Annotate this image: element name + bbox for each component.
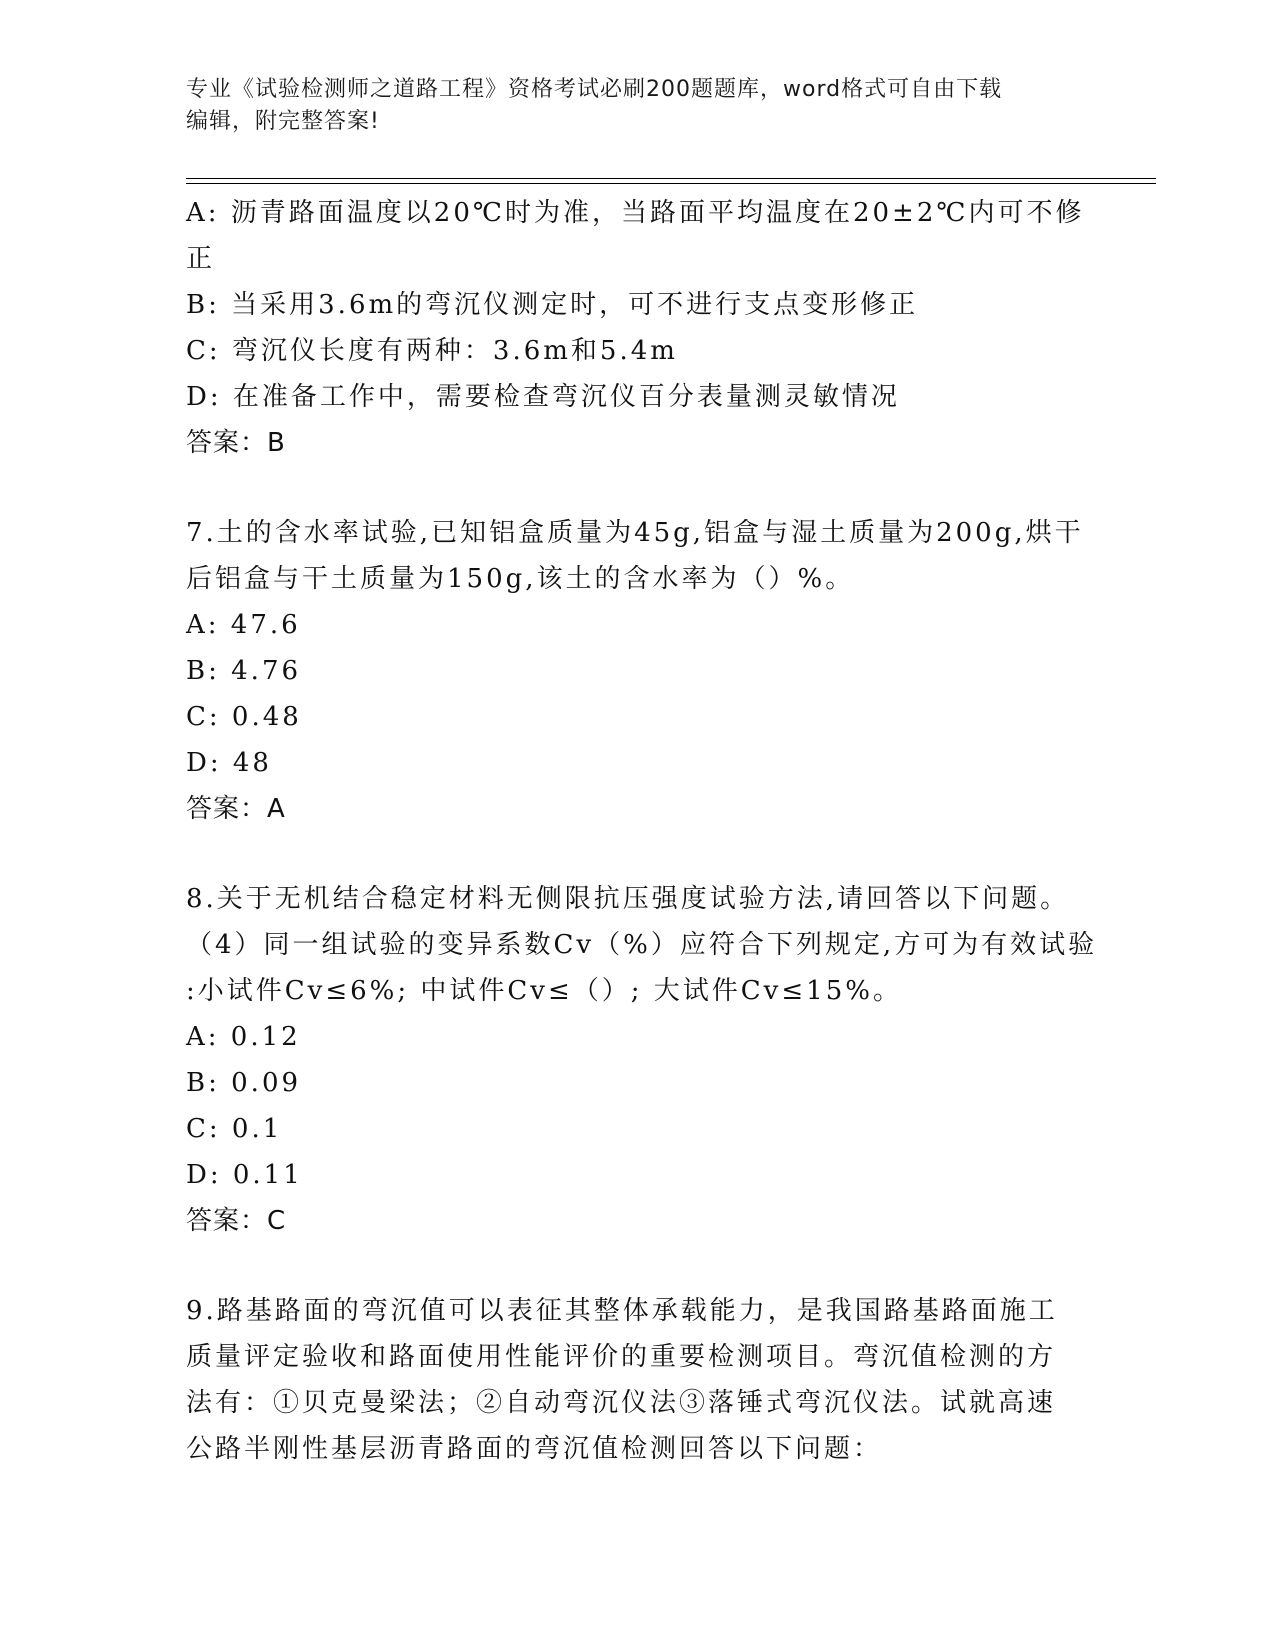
option-d: D: 48 [186,748,272,778]
answer-label: 答案：B [186,428,286,458]
option-a-line-1: A: 沥青路面温度以20℃时为准，当路面平均温度在20±2℃内可不修 [186,198,1085,228]
answer-label: 答案：C [186,1206,287,1236]
header-title-line-1: 专业《试验检测师之道路工程》资格考试必刷200题题库，word格式可自由下载 [186,77,1003,102]
document-body [186,190,1098,1472]
question-7 [186,510,1086,832]
option-a: A: 0.12 [186,1022,301,1052]
question-stem-line-1: 9.路基路面的弯沉值可以表征其整体承载能力，是我国路基路面施工 [186,1296,1058,1326]
option-c: C: 0.48 [186,702,302,732]
spacer [186,832,1086,876]
question-stem-line-3: 法有：①贝克曼梁法；②自动弯沉仪法③落锤式弯沉仪法。试就高速 [186,1388,1057,1418]
header-divider-bottom [186,183,1156,184]
document-header [186,74,1086,138]
option-a: A: 47.6 [186,610,301,640]
question-6-options [186,190,1086,466]
option-a-line-2: 正 [186,244,216,274]
spacer [186,466,1086,510]
option-d: D: 0.11 [186,1160,303,1190]
answer-label: 答案：A [186,794,286,824]
question-stem-line-1: 7.土的含水率试验,已知铝盒质量为45g,铝盒与湿土质量为200g,烘干 [186,518,1084,548]
question-8 [186,876,1098,1244]
question-stem-line-4: 公路半刚性基层沥青路面的弯沉值检测回答以下问题： [186,1434,883,1464]
question-stem-line-1: 8.关于无机结合稳定材料无侧限抗压强度试验方法,请回答以下问题。 [186,884,1070,914]
option-b: B: 当采用3.6m的弯沉仪测定时，可不进行支点变形修正 [186,290,919,320]
option-b: B: 0.09 [186,1068,302,1098]
option-d: D: 在准备工作中，需要检查弯沉仪百分表量测灵敏情况 [186,382,900,412]
question-stem-line-2: 质量评定验收和路面使用性能评价的重要检测项目。弯沉值检测的方 [186,1342,1057,1372]
option-c: C: 弯沉仪长度有两种：3.6m和5.4m [186,336,678,366]
header-title-line-2: 编辑，附完整答案! [186,109,380,134]
spacer [186,1244,1086,1288]
option-c: C: 0.1 [186,1114,283,1144]
question-9 [186,1288,1086,1472]
question-stem-line-3: :小试件Cv≤6%; 中试件Cv≤（）; 大试件Cv≤15%。 [186,976,902,1006]
option-b: B: 4.76 [186,656,302,686]
header-divider-top [186,178,1156,179]
question-stem-line-2: （4）同一组试验的变异系数Cv（%）应符合下列规定,方可为有效试验 [186,930,1098,960]
question-stem-line-2: 后铝盒与干土质量为150g,该土的含水率为（）%。 [186,564,855,594]
